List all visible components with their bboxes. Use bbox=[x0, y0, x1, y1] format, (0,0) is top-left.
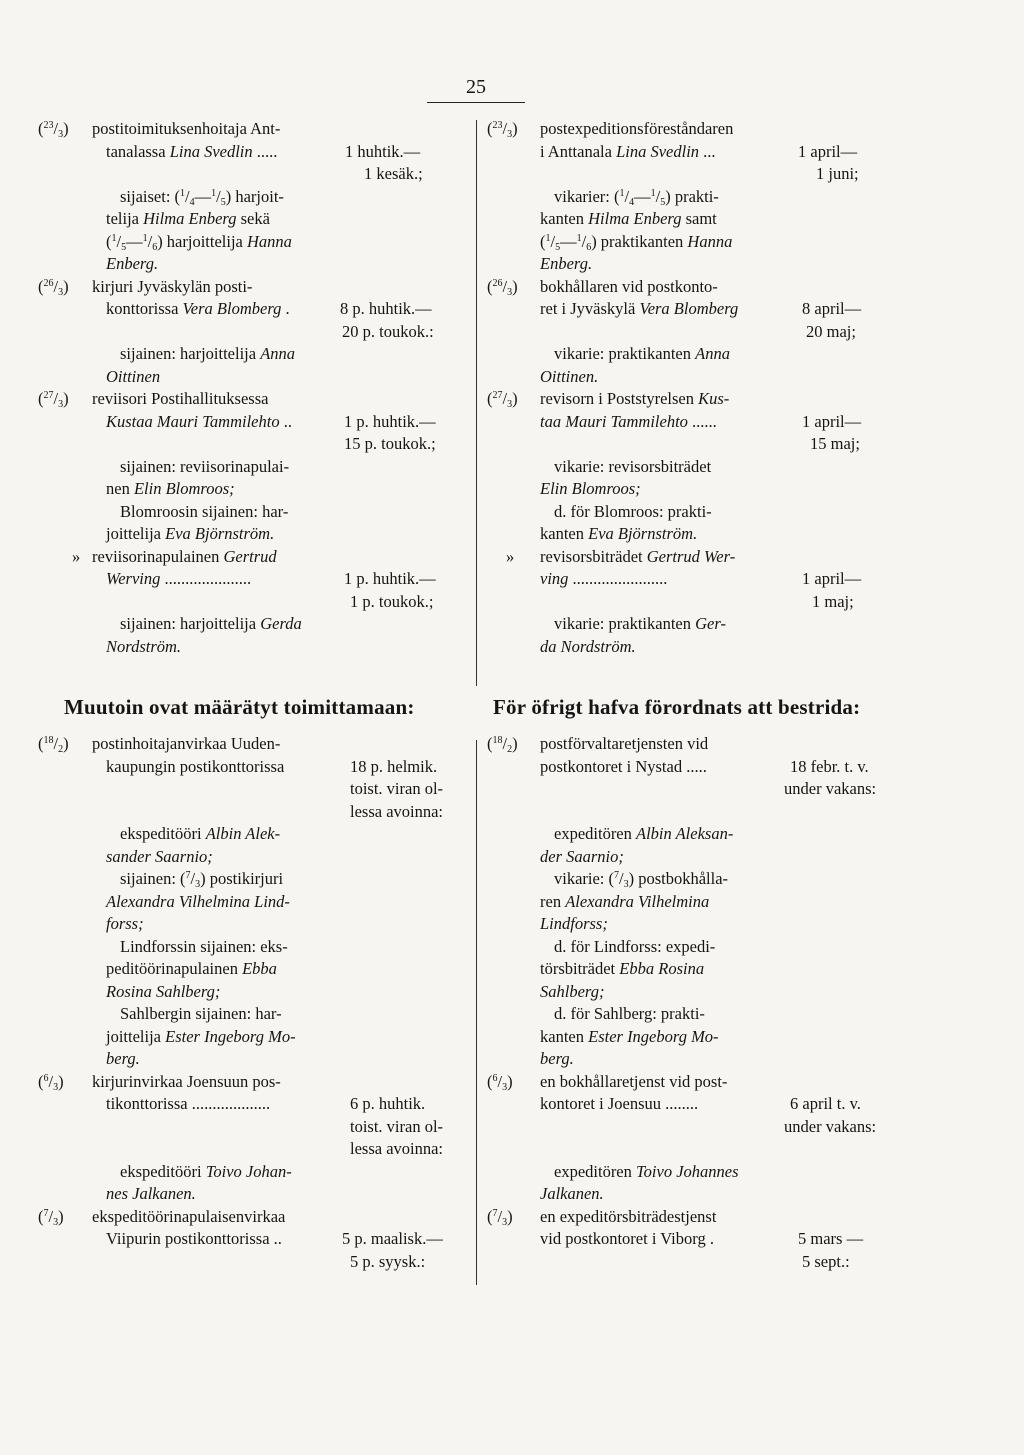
top-left-text-line: 20 p. toukok.: bbox=[342, 322, 434, 341]
top-left-text-line: postitoimituksenhoitaja Ant- bbox=[92, 119, 281, 138]
bottom-left-text-line: tikonttorissa ................... bbox=[106, 1094, 271, 1113]
bottom-left-text-line: toist. viran ol- bbox=[350, 779, 444, 798]
top-right-text-line: » bbox=[506, 547, 515, 566]
bottom-right-text-line: d. för Sahlberg: prakti- bbox=[554, 1004, 705, 1023]
top-left-text-line: 1 kesäk.; bbox=[364, 164, 423, 183]
bottom-right-text-line: berg. bbox=[540, 1049, 574, 1068]
column-divider-bottom bbox=[476, 740, 477, 1285]
top-right-text-line: kanten Hilma Enberg samt bbox=[540, 209, 717, 228]
top-left-text-line: Enberg. bbox=[106, 254, 159, 273]
bottom-left-text-line: lessa avoinna: bbox=[350, 802, 444, 821]
top-right-text-line: vikarie: revisorsbiträdet bbox=[554, 457, 712, 476]
bottom-right-text-line: ren Alexandra Vilhelmina bbox=[540, 892, 710, 911]
top-right-text-line: revisorsbiträdet Gertrud Wer- bbox=[540, 547, 736, 566]
top-left-text-line: Oittinen bbox=[106, 367, 161, 386]
top-left-text-line: Nordström. bbox=[106, 637, 182, 656]
bottom-right-text-line: en expeditörsbiträdestjenst bbox=[540, 1207, 717, 1226]
top-right-text-line: kanten Eva Björnström. bbox=[540, 524, 698, 543]
bottom-left-text-line: 18 p. helmik. bbox=[350, 757, 438, 776]
bottom-right-text-line: postkontoret i Nystad ..... bbox=[540, 757, 707, 776]
top-right-text-line: vikarie: praktikanten Ger- bbox=[554, 614, 726, 633]
bottom-right-text-line: kanten Ester Ingeborg Mo- bbox=[540, 1027, 719, 1046]
top-right-text-line: d. för Blomroos: prakti- bbox=[554, 502, 712, 521]
top-right-text-line: $(^{26}/_3)$ bbox=[487, 277, 518, 298]
top-left-text-line: reviisorinapulainen Gertrud bbox=[92, 547, 277, 566]
bottom-left-text-line: 5 p. maalisk.— bbox=[342, 1229, 443, 1248]
top-right-text-line: bokhållaren vid postkonto- bbox=[540, 277, 718, 296]
bottom-left-text-line: forss; bbox=[106, 914, 144, 933]
top-left-text-line: tanalassa Lina Svedlin ..... bbox=[106, 142, 278, 161]
top-left-text-line: sijainen: harjoittelija Gerda bbox=[120, 614, 302, 633]
bottom-right-text-line: $(^7/_3)$ bbox=[487, 1207, 513, 1228]
bottom-right-text-line: en bokhållaretjenst vid post- bbox=[540, 1072, 728, 1091]
top-left-text-line: sijainen: harjoittelija Anna bbox=[120, 344, 296, 363]
top-right-text-line: vikarie: praktikanten Anna bbox=[554, 344, 730, 363]
bottom-left-text-line: Alexandra Vilhelmina Lind- bbox=[106, 892, 290, 911]
top-left-text-line: 15 p. toukok.; bbox=[344, 434, 436, 453]
bottom-left-text-line: kaupungin postikonttorissa bbox=[106, 757, 285, 776]
top-left-text-line: Kustaa Mauri Tammilehto .. bbox=[106, 412, 292, 431]
top-right-text-line: 1 maj; bbox=[812, 592, 854, 611]
top-left-text-line: » bbox=[72, 547, 81, 566]
bottom-left-text-line: Lindforssin sijainen: eks- bbox=[120, 937, 288, 956]
bottom-left-text-line: 6 p. huhtik. bbox=[350, 1094, 426, 1113]
top-left-text-line: nen Elin Blomroos; bbox=[106, 479, 235, 498]
bottom-left-text-line: Sahlbergin sijainen: har- bbox=[120, 1004, 282, 1023]
top-left-text-line: $(^{23}/_3)$ bbox=[38, 119, 69, 140]
top-left-text-line: $(^{27}/_3)$ bbox=[38, 389, 69, 410]
bottom-right-text-line: 6 april t. v. bbox=[790, 1094, 861, 1113]
top-left-text-line: joittelija Eva Björnström. bbox=[106, 524, 275, 543]
bottom-right-text-line: d. för Lindforss: expedi- bbox=[554, 937, 716, 956]
bottom-left-text-line: toist. viran ol- bbox=[350, 1117, 444, 1136]
top-right-text-line: ret i Jyväskylä Vera Blomberg bbox=[540, 299, 739, 318]
heading-finnish: Muutoin ovat määrätyt toimittamaan: bbox=[64, 695, 415, 719]
top-left-text-line: 1 huhtik.— bbox=[345, 142, 421, 161]
top-left-text-line: kirjuri Jyväskylän posti- bbox=[92, 277, 253, 296]
bottom-left-text-line: $(^6/_3)$ bbox=[38, 1072, 64, 1093]
bottom-left-text-line: berg. bbox=[106, 1049, 140, 1068]
top-left-text-line: reviisori Postihallituksessa bbox=[92, 389, 269, 408]
bottom-right-text-line: Jalkanen. bbox=[540, 1184, 604, 1203]
top-right-text-line: 8 april— bbox=[802, 299, 862, 318]
top-left-text-line: 1 p. huhtik.— bbox=[344, 569, 436, 588]
top-right-text-line: Oittinen. bbox=[540, 367, 599, 386]
bottom-right-text-line: 5 sept.: bbox=[802, 1252, 850, 1271]
top-left-text-line: konttorissa Vera Blomberg . bbox=[106, 299, 290, 318]
bottom-left-text-line: joittelija Ester Ingeborg Mo- bbox=[106, 1027, 296, 1046]
top-left-text-line: sijaiset: $(^1/_4—^1/_5)$ harjoit- bbox=[120, 187, 284, 208]
bottom-left-text-line: $(^{18}/_2)$ bbox=[38, 734, 69, 755]
bottom-right-text-line: $(^6/_3)$ bbox=[487, 1072, 513, 1093]
top-right-text-line: i Anttanala Lina Svedlin ... bbox=[540, 142, 716, 161]
top-left-text-line: 8 p. huhtik.— bbox=[340, 299, 432, 318]
bottom-right-text-line: 5 mars — bbox=[798, 1229, 864, 1248]
bottom-left-text-line: Viipurin postikonttorissa .. bbox=[106, 1229, 282, 1248]
bottom-right-text-line: der Saarnio; bbox=[540, 847, 624, 866]
bottom-left-text-line: ekspeditööri Toivo Johan- bbox=[120, 1162, 292, 1181]
page-number: 25 bbox=[466, 76, 486, 98]
top-right-text-line: 1 april— bbox=[802, 569, 862, 588]
header-rule bbox=[427, 102, 525, 103]
top-left-text-line: 1 p. huhtik.— bbox=[344, 412, 436, 431]
bottom-left-text-line: lessa avoinna: bbox=[350, 1139, 444, 1158]
bottom-right-text-line: under vakans: bbox=[784, 779, 877, 798]
top-right-text-line: taa Mauri Tammilehto ...... bbox=[540, 412, 717, 431]
top-right-text-line: 1 juni; bbox=[816, 164, 859, 183]
bottom-right-text-line: postförvaltaretjensten vid bbox=[540, 734, 709, 753]
column-divider-top bbox=[476, 120, 477, 686]
top-right-text-line: revisorn i Poststyrelsen Kus- bbox=[540, 389, 730, 408]
bottom-right-text-line: Sahlberg; bbox=[540, 982, 605, 1001]
top-left-text-line: Werving ..................... bbox=[106, 569, 252, 588]
top-left-text-line: 1 p. toukok.; bbox=[350, 592, 434, 611]
bottom-left-text-line: ekspeditöörinapulaisenvirkaa bbox=[92, 1207, 286, 1226]
bottom-left-text-line: sijainen: $(^7/_3)$ postikirjuri bbox=[120, 869, 284, 890]
bottom-left-text-line: nes Jalkanen. bbox=[106, 1184, 196, 1203]
top-right-text-line: ving ....................... bbox=[540, 569, 668, 588]
top-right-text-line: 1 april— bbox=[798, 142, 858, 161]
top-right-text-line: $(^{23}/_3)$ bbox=[487, 119, 518, 140]
bottom-right-text-line: vid postkontoret i Viborg . bbox=[540, 1229, 714, 1248]
bottom-left-text-line: peditöörinapulainen Ebba bbox=[106, 959, 277, 978]
bottom-left-text-line: 5 p. syysk.: bbox=[350, 1252, 426, 1271]
bottom-left-text-line: Rosina Sahlberg; bbox=[106, 982, 221, 1001]
top-right-text-line: $(^1/_5—^1/_6)$ praktikanten Hanna bbox=[540, 232, 733, 253]
top-right-text-line: 15 maj; bbox=[810, 434, 860, 453]
top-right-text-line: Enberg. bbox=[540, 254, 593, 273]
bottom-right-text-line: expeditören Albin Aleksan- bbox=[554, 824, 734, 843]
bottom-left-text-line: ekspeditööri Albin Alek- bbox=[120, 824, 281, 843]
top-left-text-line: sijainen: reviisorinapulai- bbox=[120, 457, 290, 476]
bottom-right-text-line: expeditören Toivo Johannes bbox=[554, 1162, 739, 1181]
top-left-text-line: $(^1/_5—^1/_6)$ harjoittelija Hanna bbox=[106, 232, 292, 253]
bottom-right-text-line: kontoret i Joensuu ........ bbox=[540, 1094, 699, 1113]
top-right-text-line: 20 maj; bbox=[806, 322, 856, 341]
bottom-right-text-line: Lindforss; bbox=[540, 914, 608, 933]
top-right-text-line: $(^{27}/_3)$ bbox=[487, 389, 518, 410]
bottom-left-text-line: kirjurinvirkaa Joensuun pos- bbox=[92, 1072, 281, 1091]
top-right-text-line: postexpeditionsföreståndaren bbox=[540, 119, 734, 138]
bottom-right-text-line: 18 febr. t. v. bbox=[790, 757, 869, 776]
top-right-text-line: 1 april— bbox=[802, 412, 862, 431]
bottom-right-text-line: vikarie: $(^7/_3)$ postbokhålla- bbox=[554, 869, 729, 890]
top-right-text-line: da Nordström. bbox=[540, 637, 636, 656]
bottom-right-text-line: $(^{18}/_2)$ bbox=[487, 734, 518, 755]
top-left-text-line: Blomroosin sijainen: har- bbox=[120, 502, 289, 521]
bottom-left-text-line: sander Saarnio; bbox=[106, 847, 213, 866]
bottom-right-text-line: törsbiträdet Ebba Rosina bbox=[540, 959, 705, 978]
top-left-text-line: telija Hilma Enberg sekä bbox=[106, 209, 270, 228]
top-left-text-line: $(^{26}/_3)$ bbox=[38, 277, 69, 298]
bottom-right-text-line: under vakans: bbox=[784, 1117, 877, 1136]
heading-swedish: För öfrigt hafva förordnats att bestrida: bbox=[493, 695, 861, 719]
bottom-left-text-line: postinhoitajanvirkaa Uuden- bbox=[92, 734, 281, 753]
top-right-text-line: vikarier: $(^1/_4—^1/_5)$ prakti- bbox=[554, 187, 719, 208]
top-right-text-line: Elin Blomroos; bbox=[540, 479, 641, 498]
bottom-left-text-line: $(^7/_3)$ bbox=[38, 1207, 64, 1228]
